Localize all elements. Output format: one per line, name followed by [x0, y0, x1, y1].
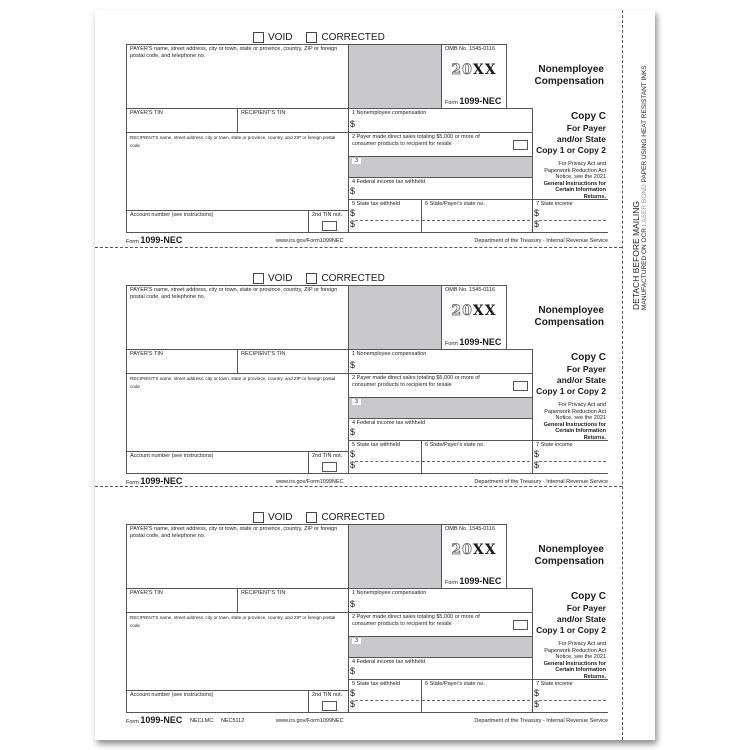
tax-year: 20XX — [451, 62, 497, 78]
dollar-sign: $ — [350, 119, 356, 129]
box4-federal-tax-withheld[interactable] — [348, 177, 533, 200]
void-checkbox[interactable] — [253, 32, 264, 43]
recipient-info-field[interactable] — [126, 373, 349, 452]
box7-label: 7 State income — [536, 201, 573, 207]
dollar-sign: $ — [534, 208, 540, 218]
divider — [355, 220, 419, 221]
box6-state-payer-number[interactable] — [421, 199, 533, 233]
payer-tin-label: PAYER'S TIN — [130, 590, 163, 596]
form-sheet — [95, 10, 655, 740]
dollar-sign: $ — [534, 219, 540, 229]
omb-number: OMB No. 1545-0116 — [445, 46, 496, 52]
second-tin-notice — [308, 210, 349, 233]
box3-label: 3 — [352, 158, 361, 164]
account-number-label: Account number (see instructions) — [130, 692, 214, 698]
box6-label: 6 State/Payer's state no. — [425, 442, 485, 448]
box5-label: 5 State tax withheld — [352, 201, 401, 207]
omb-number: OMB No. 1545-0116 — [445, 526, 496, 532]
box4-label: 4 Federal income tax withheld — [352, 659, 426, 665]
irs-url[interactable]: www.irs.gov/Form1099NEC — [276, 479, 344, 485]
box2-label: 2 Payer made direct sales totaling $5,000 or more of consumer products to recipient for resale — [352, 614, 480, 627]
form-title: Nonemployee Compensation — [534, 544, 604, 567]
second-tin-checkbox[interactable] — [322, 221, 337, 231]
payer-tin-label: PAYER'S TIN — [130, 110, 163, 116]
divider — [422, 700, 530, 701]
recipient-tin-field[interactable] — [237, 349, 349, 374]
form-grid — [126, 44, 608, 232]
void-checkbox[interactable] — [253, 273, 264, 284]
box5-label: 5 State tax withheld — [352, 442, 401, 448]
payer-tin-field[interactable] — [126, 108, 238, 133]
dollar-sign: $ — [534, 449, 540, 459]
form-title: Nonemployee Compensation — [534, 305, 604, 328]
box5-state-tax-withheld[interactable] — [348, 199, 422, 233]
dollar-sign: $ — [350, 360, 356, 370]
footer-form-name: Form 1099-NEC — [126, 235, 183, 245]
dollar-sign: $ — [350, 208, 356, 218]
footer-codes: NECLMC NEC5112 — [190, 718, 245, 724]
recipient-tin-field[interactable] — [237, 108, 349, 133]
copy-designation: Copy C For Payer and/or State Copy 1 or Copy 2 — [536, 352, 606, 396]
box5-state-tax-withheld[interactable] — [348, 440, 422, 474]
shaded-area — [348, 44, 442, 109]
privacy-notice: For Privacy Act and Paperwork Reduction Act Notice, see the 2021 General Instructions for Certain Information Returns. — [543, 402, 606, 441]
form-title: Nonemployee Compensation — [534, 64, 604, 87]
form-1099-nec-3 — [95, 510, 622, 738]
box1-nonemployee-compensation[interactable] — [348, 349, 533, 374]
recipient-tin-field[interactable] — [237, 588, 349, 613]
divider — [355, 700, 419, 701]
omb-year-box — [441, 44, 507, 109]
box5-label: 5 State tax withheld — [352, 681, 401, 687]
dollar-sign: $ — [350, 460, 356, 470]
irs-url[interactable]: www.irs.gov/Form1099NEC — [276, 238, 344, 244]
side-stub — [623, 30, 655, 330]
box1-nonemployee-compensation[interactable] — [348, 108, 533, 133]
corrected-label: CORRECTED — [321, 512, 385, 523]
dollar-sign: $ — [350, 699, 356, 709]
box1-label: 1 Nonemployee compensation — [352, 590, 427, 596]
recipient-info-label: RECIPIENT'S name, street address, city or town, state or province, country, and ZIP or foreign postal code — [130, 615, 336, 628]
void-corrected-row — [253, 273, 395, 284]
box3 — [348, 397, 533, 419]
box4-federal-tax-withheld[interactable] — [348, 418, 533, 441]
void-corrected-row — [253, 512, 395, 523]
recipient-info-field[interactable] — [126, 132, 349, 211]
department-label: Department of the Treasury - Internal Revenue Service — [474, 718, 608, 724]
box4-label: 4 Federal income tax withheld — [352, 179, 426, 185]
payer-info-label: PAYER'S name, street address, city or town, state or province, country, ZIP or foreign postal code, and telephone no. — [130, 46, 338, 59]
form-name: Form 1099-NEC — [445, 337, 502, 347]
tax-year: 20XX — [451, 542, 497, 558]
box7-state-income[interactable] — [532, 440, 608, 474]
form-1099-nec-2 — [95, 271, 622, 499]
divider — [422, 220, 530, 221]
box3-label: 3 — [352, 399, 361, 405]
box6-state-payer-number[interactable] — [421, 679, 533, 713]
divider — [539, 700, 606, 701]
payer-tin-field[interactable] — [126, 349, 238, 374]
payer-info-label: PAYER'S name, street address, city or town, state or province, country, ZIP or foreign postal code, and telephone no. — [130, 287, 338, 300]
corrected-label: CORRECTED — [321, 32, 385, 43]
box3-label: 3 — [352, 638, 361, 644]
box1-nonemployee-compensation[interactable] — [348, 588, 533, 613]
dollar-sign: $ — [534, 699, 540, 709]
copy-designation: Copy C For Payer and/or State Copy 1 or Copy 2 — [536, 591, 606, 635]
form-name: Form 1099-NEC — [445, 96, 502, 106]
box2-direct-sales — [348, 373, 533, 398]
omb-year-box — [441, 524, 507, 589]
account-number-field[interactable] — [126, 210, 309, 233]
form-grid — [126, 524, 608, 712]
recipient-tin-label: RECIPIENT'S TIN — [241, 351, 286, 357]
box2-direct-sales — [348, 132, 533, 157]
account-number-label: Account number (see instructions) — [130, 453, 214, 459]
footer-form-name: Form 1099-NEC — [126, 715, 183, 725]
irs-url[interactable]: www.irs.gov/Form1099NEC — [276, 718, 344, 724]
copy-designation: Copy C For Payer and/or State Copy 1 or Copy 2 — [536, 111, 606, 155]
department-label: Department of the Treasury - Internal Revenue Service — [474, 238, 608, 244]
box7-state-income[interactable] — [532, 679, 608, 713]
second-tin-checkbox[interactable] — [322, 462, 337, 472]
form-name: Form 1099-NEC — [445, 576, 502, 586]
box4-label: 4 Federal income tax withheld — [352, 420, 426, 426]
dollar-sign: $ — [350, 666, 356, 676]
dollar-sign: $ — [350, 688, 356, 698]
void-corrected-row — [253, 32, 395, 43]
box7-label: 7 State income — [536, 442, 573, 448]
second-tin-checkbox[interactable] — [322, 701, 337, 711]
box6-label: 6 State/Payer's state no. — [425, 201, 485, 207]
box2-label: 2 Payer made direct sales totaling $5,000 or more of consumer products to recipient for resale — [352, 134, 480, 147]
dollar-sign: $ — [350, 427, 356, 437]
dollar-sign: $ — [350, 186, 356, 196]
corrected-checkbox[interactable] — [306, 273, 317, 284]
recipient-info-field[interactable] — [126, 612, 349, 691]
corrected-checkbox[interactable] — [306, 512, 317, 523]
shaded-area — [348, 285, 442, 350]
dollar-sign: $ — [350, 599, 356, 609]
form-grid — [126, 285, 608, 473]
void-label: VOID — [268, 512, 293, 523]
omb-number: OMB No. 1545-0116 — [445, 287, 496, 293]
manufacture-notice: MANUFACTURED ON OCR LASER BOND PAPER USING HEAT RESISTANT INKS — [641, 65, 648, 310]
detach-notice: DETACH BEFORE MAILING — [631, 201, 641, 310]
divider — [422, 461, 530, 462]
box7-label: 7 State income — [536, 681, 573, 687]
dollar-sign: $ — [350, 449, 356, 459]
second-tin-label: 2nd TIN not. — [312, 692, 343, 698]
payer-info-field[interactable] — [126, 524, 349, 589]
dollar-sign: $ — [350, 219, 356, 229]
dollar-sign: $ — [534, 460, 540, 470]
corrected-checkbox[interactable] — [306, 32, 317, 43]
box5-state-tax-withheld[interactable] — [348, 679, 422, 713]
second-tin-label: 2nd TIN not. — [312, 453, 343, 459]
box2-checkbox[interactable] — [513, 381, 528, 391]
corrected-label: CORRECTED — [321, 273, 385, 284]
payer-tin-field[interactable] — [126, 588, 238, 613]
box2-checkbox[interactable] — [513, 620, 528, 630]
dollar-sign: $ — [534, 688, 540, 698]
void-checkbox[interactable] — [253, 512, 264, 523]
recipient-info-label: RECIPIENT'S name, street address, city or town, state or province, country, and ZIP or foreign postal code — [130, 376, 336, 389]
second-tin-notice — [308, 690, 349, 713]
footer-form-name: Form 1099-NEC — [126, 476, 183, 486]
account-number-field[interactable] — [126, 451, 309, 474]
void-label: VOID — [268, 273, 293, 284]
box2-checkbox[interactable] — [513, 140, 528, 150]
recipient-info-label: RECIPIENT'S name, street address, city or town, state or province, country, and ZIP or foreign postal code — [130, 135, 336, 148]
privacy-notice: For Privacy Act and Paperwork Reduction Act Notice, see the 2021 General Instructions for Certain Information Returns. — [543, 641, 606, 680]
box7-state-income[interactable] — [532, 199, 608, 233]
divider — [539, 220, 606, 221]
box3 — [348, 156, 533, 178]
box1-label: 1 Nonemployee compensation — [352, 351, 427, 357]
account-number-field[interactable] — [126, 690, 309, 713]
payer-info-field[interactable] — [126, 44, 349, 109]
second-tin-label: 2nd TIN not. — [312, 212, 343, 218]
omb-year-box — [441, 285, 507, 350]
account-number-label: Account number (see instructions) — [130, 212, 214, 218]
void-label: VOID — [268, 32, 293, 43]
payer-tin-label: PAYER'S TIN — [130, 351, 163, 357]
divider — [539, 461, 606, 462]
payer-info-field[interactable] — [126, 285, 349, 350]
tax-year: 20XX — [451, 303, 497, 319]
payer-info-label: PAYER'S name, street address, city or town, state or province, country, ZIP or foreign postal code, and telephone no. — [130, 526, 338, 539]
privacy-notice: For Privacy Act and Paperwork Reduction Act Notice, see the 2021 General Instructions for Certain Information Returns. — [543, 161, 606, 200]
form-1099-nec-1 — [95, 30, 622, 258]
box2-direct-sales — [348, 612, 533, 637]
box3 — [348, 636, 533, 658]
box6-label: 6 State/Payer's state no. — [425, 681, 485, 687]
second-tin-notice — [308, 451, 349, 474]
recipient-tin-label: RECIPIENT'S TIN — [241, 110, 286, 116]
box4-federal-tax-withheld[interactable] — [348, 657, 533, 680]
department-label: Department of the Treasury - Internal Revenue Service — [474, 479, 608, 485]
divider — [355, 461, 419, 462]
box2-label: 2 Payer made direct sales totaling $5,000 or more of consumer products to recipient for resale — [352, 375, 480, 388]
shaded-area — [348, 524, 442, 589]
box6-state-payer-number[interactable] — [421, 440, 533, 474]
box1-label: 1 Nonemployee compensation — [352, 110, 427, 116]
recipient-tin-label: RECIPIENT'S TIN — [241, 590, 286, 596]
